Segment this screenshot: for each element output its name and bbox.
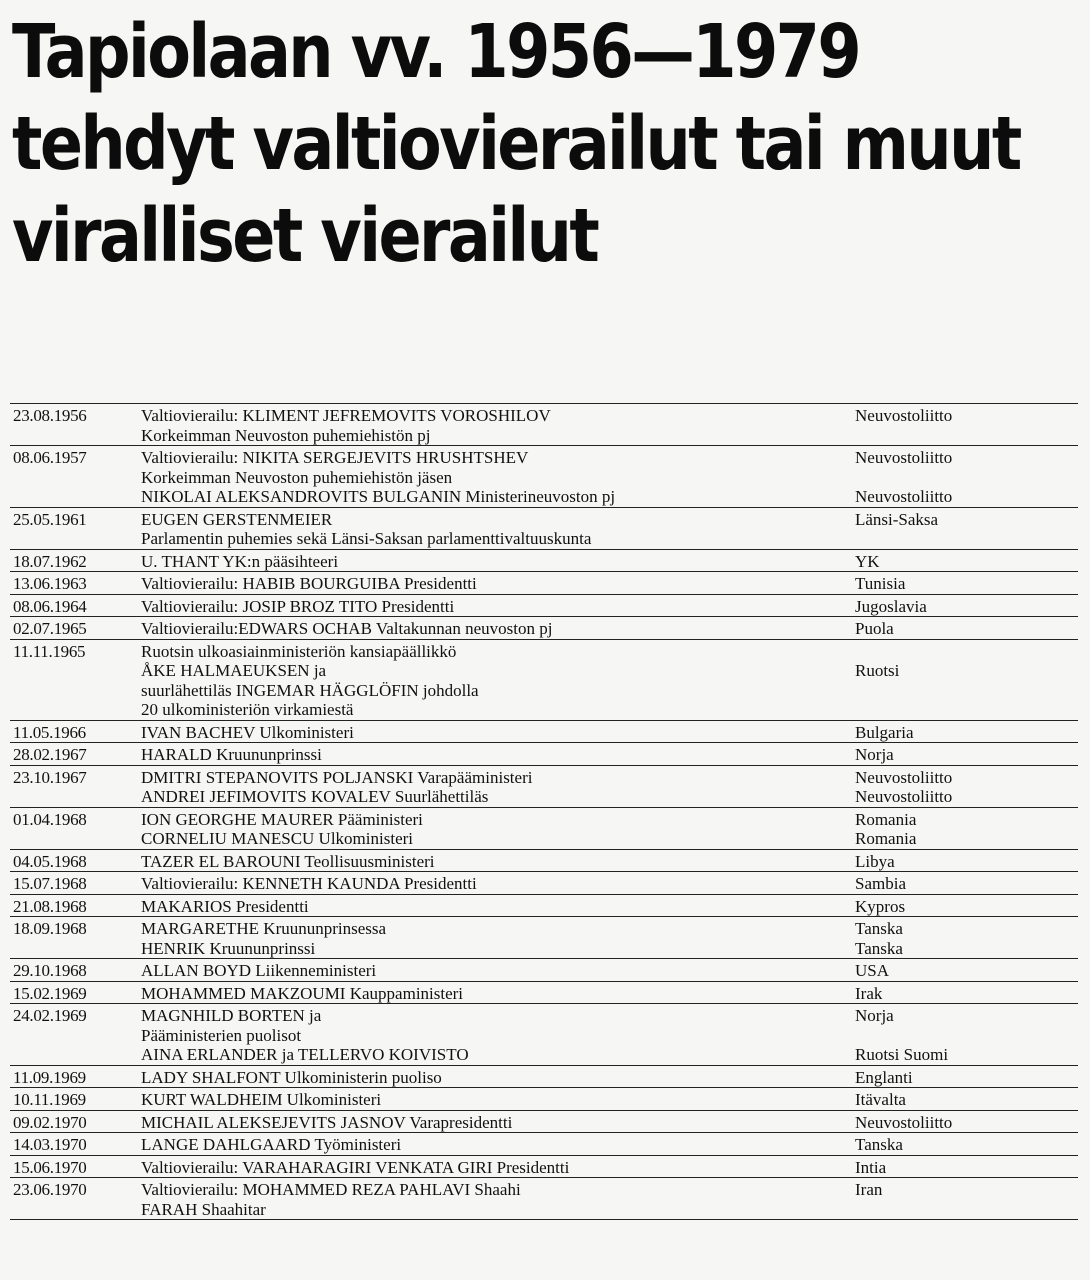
visit-date: 23.10.1967: [13, 767, 87, 787]
visit-country: [855, 919, 1078, 958]
visit-description: [141, 897, 855, 917]
country-line: USA: [855, 961, 890, 980]
country-line: Norja: [855, 1006, 894, 1025]
visit-description: [141, 1158, 855, 1178]
title-line-3: viralliset vierailut: [12, 193, 598, 279]
table-row: [10, 616, 1078, 639]
visit-date: 23.06.1970: [13, 1180, 87, 1199]
visit-date: 18.07.1962: [13, 551, 87, 571]
table-row: [10, 765, 1078, 807]
visit-description: [141, 574, 855, 594]
visit-date: 15.07.1968: [13, 874, 87, 893]
table-row: [10, 639, 1078, 720]
visit-description: [141, 1180, 855, 1219]
visit-date: 01.04.1968: [13, 809, 87, 829]
country-line: [855, 468, 1078, 488]
visit-country: [855, 745, 1078, 765]
visit-country: [855, 510, 1078, 549]
visit-description: [141, 723, 855, 743]
visit-description: [141, 984, 855, 1004]
visit-country: [855, 1180, 1078, 1219]
description-line: Parlamentin puhemies sekä Länsi-Saksan parlamenttivaltuuskunta: [141, 529, 592, 548]
country-line: Puola: [855, 619, 894, 638]
visit-description: [141, 1135, 855, 1155]
title-line-1: Tapiolaan vv. 1956—1979: [12, 9, 860, 95]
description-line: HARALD Kruununprinssi: [141, 745, 322, 764]
visit-country: [855, 552, 1078, 572]
visit-description: [141, 510, 855, 549]
table-row: [10, 1065, 1078, 1088]
visit-country: [855, 768, 1078, 807]
description-line: Valtiovierailu: VARAHARAGIRI VENKATA GIRI Presidentti: [141, 1157, 570, 1177]
description-line: Korkeimman Neuvoston puhemiehistön pj: [141, 425, 431, 445]
table-row: [10, 1177, 1078, 1220]
table-row: [10, 403, 1078, 445]
visit-description: [141, 619, 855, 639]
country-line: Kypros: [855, 896, 906, 916]
country-line: [855, 642, 1078, 662]
country-line: Tanska: [855, 919, 903, 938]
visit-description: [141, 642, 855, 720]
visit-country: [855, 448, 1078, 507]
visits-table: [10, 403, 1078, 1220]
visit-date: 04.05.1968: [13, 851, 87, 871]
country-line: Tunisia: [855, 574, 906, 593]
visit-date: 28.02.1967: [13, 745, 87, 764]
table-row: [10, 1110, 1078, 1133]
country-line: Norja: [855, 745, 894, 764]
table-row: [10, 958, 1078, 981]
table-row: [10, 849, 1078, 872]
description-line: FARAH Shaahitar: [141, 1199, 266, 1219]
visit-date: 11.09.1969: [13, 1067, 86, 1087]
description-line: KURT WALDHEIM Ulkoministeri: [141, 1090, 382, 1109]
table-row: [10, 507, 1078, 549]
description-line: Valtiovierailu: MOHAMMED REZA PAHLAVI Shaahi: [141, 1180, 521, 1199]
description-line: MAKARIOS Presidentti: [141, 896, 309, 916]
visit-description: [141, 406, 855, 445]
visit-date: 24.02.1969: [13, 1006, 87, 1025]
country-line: Tanska: [855, 1135, 903, 1154]
table-row: [10, 916, 1078, 958]
description-line: Valtiovierailu: NIKITA SERGEJEVITS HRUSHTSHEV: [141, 448, 529, 467]
visit-date: 18.09.1968: [13, 919, 87, 938]
country-line: Irak: [855, 983, 883, 1003]
description-line: IVAN BACHEV Ulkoministeri: [141, 722, 354, 742]
description-line: Valtiovierailu:EDWARS OCHAB Valtakunnan neuvoston pj: [141, 619, 553, 638]
visit-country: [855, 642, 1078, 720]
visit-description: [141, 745, 855, 765]
table-row: [10, 571, 1078, 594]
description-line: MARGARETHE Kruununprinsessa: [141, 919, 387, 938]
description-line: DMITRI STEPANOVITS POLJANSKI Varapääministeri: [141, 767, 533, 787]
table-row: [10, 871, 1078, 894]
country-line: Neuvostoliitto: [855, 787, 953, 806]
country-line: Ruotsi: [855, 661, 900, 680]
country-line: Neuvostoliitto: [855, 406, 953, 425]
country-line: Itävalta: [855, 1090, 906, 1109]
visit-country: [855, 1135, 1078, 1155]
country-line: Romania: [855, 809, 917, 829]
description-line: MAGNHILD BORTEN ja: [141, 1006, 322, 1025]
country-line: Ruotsi Suomi: [855, 1045, 949, 1064]
visit-country: [855, 810, 1078, 849]
visit-description: [141, 1090, 855, 1110]
country-line: Neuvostoliitto: [855, 1112, 953, 1132]
visit-description: [141, 768, 855, 807]
visit-country: [855, 874, 1078, 894]
table-row: [10, 807, 1078, 849]
description-line: HENRIK Kruununprinssi: [141, 938, 316, 958]
description-line: LADY SHALFONT Ulkoministerin puoliso: [141, 1067, 442, 1087]
visit-date: 15.02.1969: [13, 983, 87, 1003]
visit-country: [855, 1090, 1078, 1110]
visit-country: [855, 619, 1078, 639]
table-row: [10, 445, 1078, 507]
visit-date: 10.11.1969: [13, 1090, 86, 1109]
visit-country: [855, 597, 1078, 617]
title-line-2: tehdyt valtiovierailut tai muut: [12, 101, 1020, 187]
description-line: Korkeimman Neuvoston puhemiehistön jäsen: [141, 467, 453, 487]
visit-description: [141, 919, 855, 958]
visit-country: [855, 984, 1078, 1004]
visit-description: [141, 852, 855, 872]
description-line: TAZER EL BAROUNI Teollisuusministeri: [141, 851, 435, 871]
visit-description: [141, 1068, 855, 1088]
visit-description: [141, 1113, 855, 1133]
country-line: Bulgaria: [855, 722, 914, 742]
country-line: Jugoslavia: [855, 596, 927, 616]
description-line: U. THANT YK:n pääsihteeri: [141, 551, 339, 571]
visit-country: [855, 961, 1078, 981]
visit-date: 29.10.1968: [13, 961, 87, 980]
visit-description: [141, 448, 855, 507]
description-line: Ruotsin ulkoasiainministeriön kansiapäällikkö: [141, 641, 457, 661]
country-line: Romania: [855, 829, 917, 848]
description-line: Pääministerien puolisot: [141, 1025, 302, 1045]
visit-country: [855, 574, 1078, 594]
visit-country: [855, 852, 1078, 872]
country-line: YK: [855, 551, 880, 571]
country-line: Neuvostoliitto: [855, 767, 953, 787]
table-row: [10, 594, 1078, 617]
visit-date: 11.05.1966: [13, 722, 86, 742]
visit-date: 13.06.1963: [13, 574, 87, 593]
visit-country: [855, 1113, 1078, 1133]
country-line: Neuvostoliitto: [855, 448, 953, 467]
visit-date: 08.06.1957: [13, 448, 87, 467]
description-line: Valtiovierailu: HABIB BOURGUIBA Presidentti: [141, 574, 477, 593]
visit-country: [855, 723, 1078, 743]
visit-country: [855, 1068, 1078, 1088]
description-line: ALLAN BOYD Liikenneministeri: [141, 961, 377, 980]
country-line: Intia: [855, 1157, 887, 1177]
visit-date: 11.11.1965: [13, 641, 86, 661]
page-title: [12, 6, 1020, 282]
visit-description: [141, 874, 855, 894]
description-line: Valtiovierailu: KENNETH KAUNDA Presidentti: [141, 874, 477, 893]
table-row: [10, 894, 1078, 917]
country-line: Sambia: [855, 874, 906, 893]
visit-country: [855, 406, 1078, 445]
visit-description: [141, 961, 855, 981]
visit-country: [855, 897, 1078, 917]
table-row: [10, 1155, 1078, 1178]
description-line: MICHAIL ALEKSEJEVITS JASNOV Varapresidentti: [141, 1112, 513, 1132]
country-line: [855, 1026, 1078, 1046]
country-line: Iran: [855, 1180, 883, 1199]
country-line: Englanti: [855, 1067, 913, 1087]
country-line: Tanska: [855, 938, 903, 958]
description-line: ÅKE HALMAEUKSEN ja: [141, 661, 327, 680]
visit-date: 25.05.1961: [13, 509, 87, 529]
description-line: EUGEN GERSTENMEIER: [141, 509, 333, 529]
table-row: [10, 1132, 1078, 1155]
description-line: CORNELIU MANESCU Ulkoministeri: [141, 829, 413, 848]
visit-country: [855, 1006, 1078, 1065]
table-row: [10, 742, 1078, 765]
country-line: Neuvostoliitto: [855, 487, 953, 506]
description-line: LANGE DAHLGAARD Työministeri: [141, 1135, 402, 1154]
country-line: Libya: [855, 851, 895, 871]
table-row: [10, 1003, 1078, 1065]
description-line: AINA ERLANDER ja TELLERVO KOIVISTO: [141, 1045, 469, 1064]
visit-date: 08.06.1964: [13, 596, 87, 616]
description-line: ANDREI JEFIMOVITS KOVALEV Suurlähettiläs: [141, 787, 489, 806]
visit-date: 21.08.1968: [13, 896, 87, 916]
table-row: [10, 720, 1078, 743]
description-line: NIKOLAI ALEKSANDROVITS BULGANIN Ministerineuvoston pj: [141, 487, 616, 506]
description-line: MOHAMMED MAKZOUMI Kauppaministeri: [141, 983, 464, 1003]
description-line: suurlähettiläs INGEMAR HÄGGLÖFIN johdolla: [141, 680, 479, 700]
description-line: 20 ulkoministeriön virkamiestä: [141, 700, 354, 719]
visit-description: [141, 1006, 855, 1065]
visit-description: [141, 810, 855, 849]
visit-description: [141, 597, 855, 617]
description-line: ION GEORGHE MAURER Pääministeri: [141, 809, 423, 829]
country-line: Länsi-Saksa: [855, 509, 939, 529]
table-row: [10, 981, 1078, 1004]
visit-date: 09.02.1970: [13, 1112, 87, 1132]
visit-description: [141, 552, 855, 572]
visit-date: 14.03.1970: [13, 1135, 87, 1154]
visit-date: 15.06.1970: [13, 1157, 87, 1177]
visit-date: 23.08.1956: [13, 406, 87, 425]
table-row: [10, 1087, 1078, 1110]
description-line: Valtiovierailu: KLIMENT JEFREMOVITS VOROSHILOV: [141, 406, 551, 425]
visit-date: 02.07.1965: [13, 619, 87, 638]
description-line: Valtiovierailu: JOSIP BROZ TITO Presidentti: [141, 596, 455, 616]
visit-country: [855, 1158, 1078, 1178]
table-row: [10, 549, 1078, 572]
